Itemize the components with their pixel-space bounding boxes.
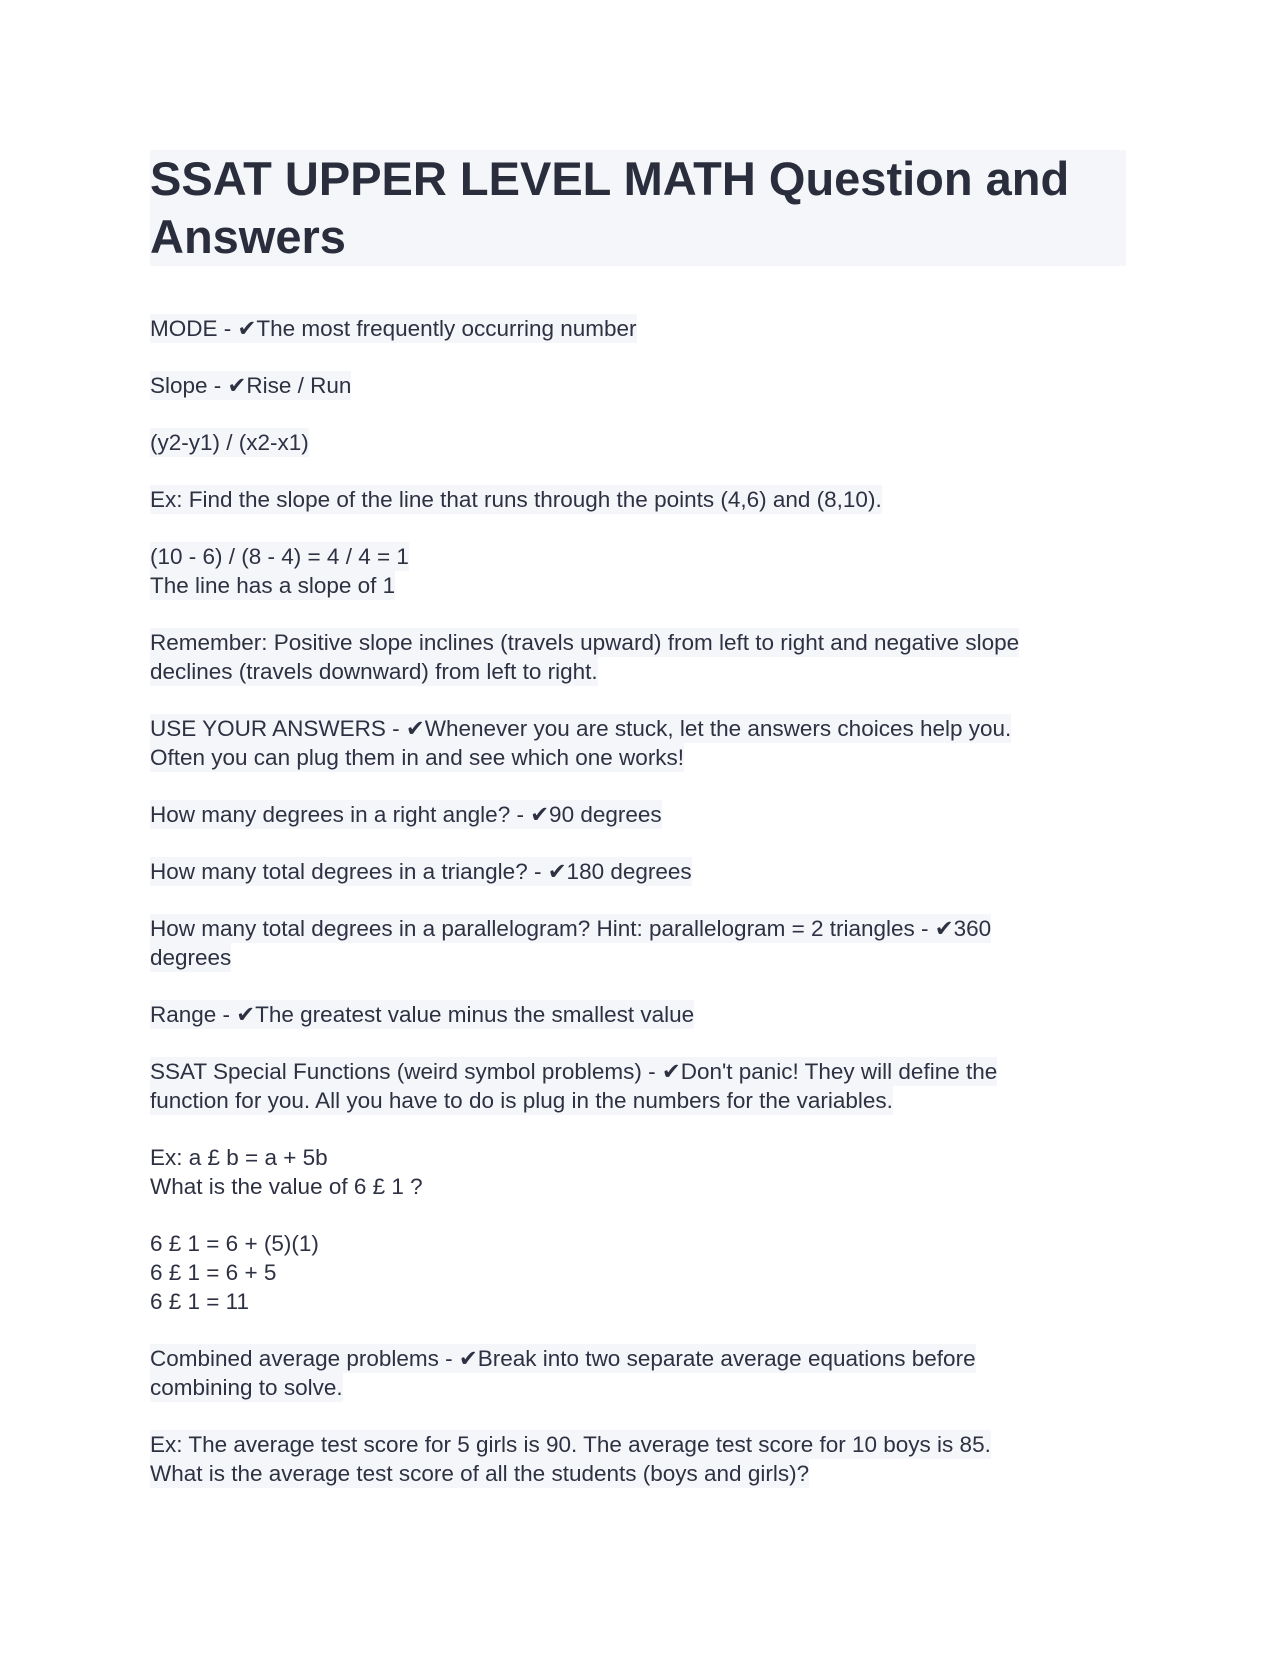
text-line-wrapper (150, 714, 1130, 743)
text-paragraph (150, 371, 1130, 400)
text-line: Ex: Find the slope of the line that runs through the points (4,6) and (8,10). (150, 487, 882, 512)
text-line-wrapper (150, 542, 1130, 571)
text-line: degrees (150, 945, 232, 970)
text-line-wrapper (150, 485, 1130, 514)
text-line: SSAT Special Functions (weird symbol problems) - ✔Don't panic! They will define the (150, 1059, 998, 1084)
text-paragraph (150, 485, 1130, 514)
text-line: Ex: a £ b = a + 5b (150, 1145, 328, 1170)
text-line: (10 - 6) / (8 - 4) = 4 / 4 = 1 (150, 544, 409, 569)
text-line: USE YOUR ANSWERS - ✔Whenever you are stuck, let the answers choices help you. (150, 716, 1012, 741)
text-paragraph (150, 1000, 1130, 1029)
text-paragraph (150, 1344, 1130, 1402)
text-paragraph (150, 628, 1130, 686)
text-line-wrapper (150, 628, 1130, 657)
text-line: declines (travels downward) from left to right. (150, 659, 598, 684)
text-line: Remember: Positive slope inclines (travels upward) from left to right and negative slope (150, 630, 1020, 655)
text-line: What is the value of 6 £ 1 ? (150, 1174, 423, 1199)
text-paragraph (150, 1229, 1130, 1316)
text-line-wrapper (150, 1430, 1130, 1459)
text-line: How many total degrees in a triangle? - ✔180 degrees (150, 859, 692, 884)
text-paragraph (150, 714, 1130, 772)
text-paragraph (150, 542, 1130, 600)
text-paragraph (150, 314, 1130, 343)
text-line-wrapper (150, 1258, 1130, 1287)
text-line: How many total degrees in a parallelogram? Hint: parallelogram = 2 triangles - ✔360 (150, 916, 992, 941)
text-line-wrapper (150, 1344, 1130, 1373)
document-body (150, 314, 1130, 1488)
text-paragraph (150, 857, 1130, 886)
text-paragraph (150, 1057, 1130, 1115)
text-line: combining to solve. (150, 1375, 343, 1400)
text-line-wrapper (150, 1459, 1130, 1488)
document-page (150, 150, 1130, 1516)
text-line: MODE - ✔The most frequently occurring number (150, 316, 637, 341)
text-line-wrapper (150, 1287, 1130, 1316)
text-line-wrapper (150, 371, 1130, 400)
text-paragraph (150, 800, 1130, 829)
text-line-wrapper (150, 1229, 1130, 1258)
text-line-wrapper (150, 1000, 1130, 1029)
text-line: function for you. All you have to do is plug in the numbers for the variables. (150, 1088, 893, 1113)
text-line: Ex: The average test score for 5 girls is 90. The average test score for 10 boys is 85. (150, 1432, 991, 1457)
text-line-wrapper (150, 857, 1130, 886)
text-line-wrapper (150, 1143, 1130, 1172)
text-paragraph (150, 1143, 1130, 1201)
text-line-wrapper (150, 1172, 1130, 1201)
text-line: 6 £ 1 = 6 + (5)(1) (150, 1231, 319, 1256)
text-line-wrapper (150, 428, 1130, 457)
text-paragraph (150, 914, 1130, 972)
text-line-wrapper (150, 1373, 1130, 1402)
text-line-wrapper (150, 314, 1130, 343)
text-line-wrapper (150, 1086, 1130, 1115)
text-line: Range - ✔The greatest value minus the smallest value (150, 1002, 695, 1027)
text-line-wrapper (150, 657, 1130, 686)
text-line: Often you can plug them in and see which one works! (150, 745, 685, 770)
text-line-wrapper (150, 571, 1130, 600)
text-line-wrapper (150, 1057, 1130, 1086)
text-line-wrapper (150, 914, 1130, 943)
text-line: Slope - ✔Rise / Run (150, 373, 352, 398)
text-line: What is the average test score of all the students (boys and girls)? (150, 1461, 810, 1486)
text-line-wrapper (150, 800, 1130, 829)
document-title: SSAT UPPER LEVEL MATH Question and Answers (150, 150, 1126, 266)
text-paragraph (150, 1430, 1130, 1488)
text-line-wrapper (150, 743, 1130, 772)
text-line: 6 £ 1 = 11 (150, 1289, 250, 1314)
text-line: The line has a slope of 1 (150, 573, 396, 598)
text-line: 6 £ 1 = 6 + 5 (150, 1260, 277, 1285)
text-paragraph (150, 428, 1130, 457)
text-line: Combined average problems - ✔Break into two separate average equations before (150, 1346, 976, 1371)
text-line: (y2-y1) / (x2-x1) (150, 430, 309, 455)
text-line: How many degrees in a right angle? - ✔90 degrees (150, 802, 662, 827)
text-line-wrapper (150, 943, 1130, 972)
